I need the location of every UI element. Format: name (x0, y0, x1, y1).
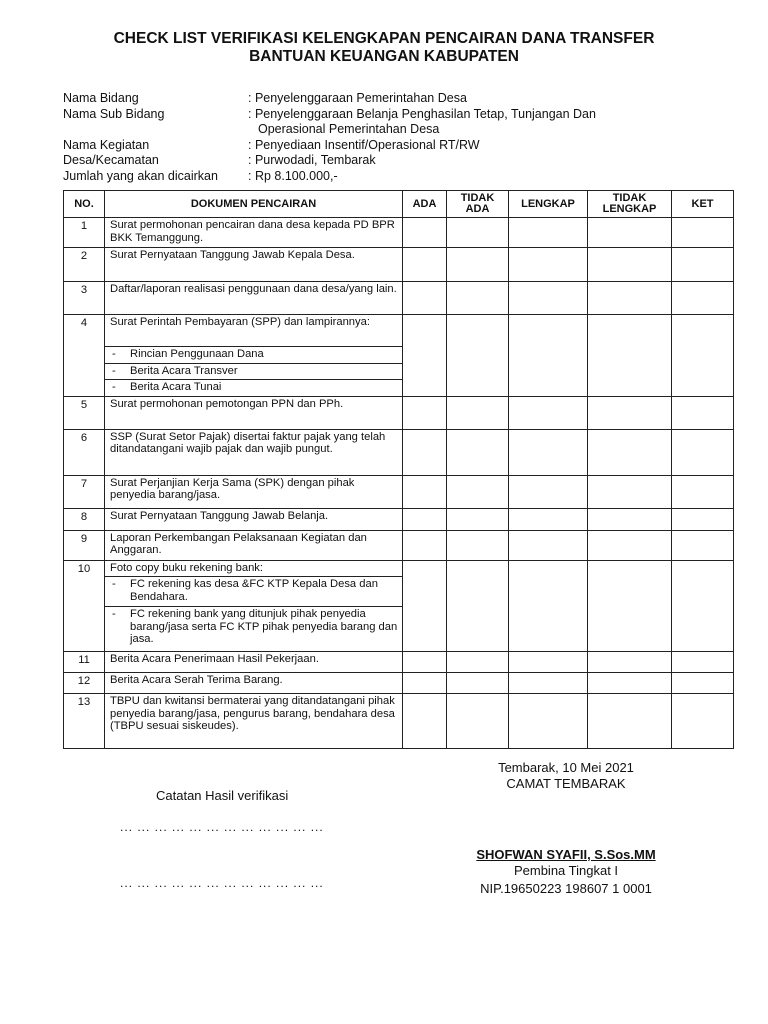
dash-bullet: - (112, 578, 116, 590)
cell-tidak-ada[interactable] (447, 315, 509, 397)
cell-ket[interactable] (672, 396, 734, 429)
row-document: SSP (Surat Setor Pajak) disertai faktur pajak yang telah ditandatangani wajib pajak dan wajib pungut. (105, 429, 403, 475)
row-subdocument (105, 347, 403, 364)
info-value: : Purwodadi, Tembarak (248, 153, 376, 167)
cell-lengkap[interactable] (509, 694, 588, 749)
cell-lengkap[interactable] (509, 560, 588, 652)
subitem-text: FC rekening bank yang ditunjuk pihak penyedia barang/jasa serta FC KTP pihak penyedia barang dan jasa. (130, 608, 398, 645)
info-value: : Penyelenggaraan Belanja Penghasilan Tetap, Tunjangan Dan (248, 106, 596, 121)
table-row (64, 248, 734, 282)
cell-tidak-ada[interactable] (447, 248, 509, 282)
row-number: 4 (64, 315, 105, 397)
cell-tidak-ada[interactable] (447, 560, 509, 652)
info-label: Jumlah yang akan dicairkan (63, 168, 218, 183)
cell-lengkap[interactable] (509, 248, 588, 282)
row-document: Surat Perintah Pembayaran (SPP) dan lampirannya: (105, 315, 403, 347)
cell-lengkap[interactable] (509, 218, 588, 248)
cell-tidak-lengkap[interactable] (588, 282, 672, 315)
cell-ket[interactable] (672, 315, 734, 397)
cell-ket[interactable] (672, 248, 734, 282)
cell-tidak-lengkap[interactable] (588, 475, 672, 508)
info-value: : Penyelenggaraan Pemerintahan Desa (248, 91, 467, 105)
cell-ada[interactable] (403, 315, 447, 397)
cell-tidak-ada[interactable] (447, 508, 509, 530)
cell-tidak-lengkap[interactable] (588, 248, 672, 282)
subitem-text: Berita Acara Transver (130, 364, 238, 377)
row-document: Laporan Perkembangan Pelaksanaan Kegiatan dan Anggaran. (105, 530, 403, 560)
row-document: TBPU dan kwitansi bermaterai yang ditandatangani pihak penyedia barang/jasa, pengurus barang, bendahara desa (TBPU sesuai siskeudes). (105, 694, 403, 749)
cell-ada[interactable] (403, 475, 447, 508)
table-row (64, 694, 734, 749)
info-label: Nama Bidang (63, 91, 139, 105)
verification-notes-label: Catatan Hasil verifikasi (156, 788, 289, 803)
subitem-text: FC rekening kas desa &FC KTP Kepala Desa dan Bendahara. (130, 578, 378, 603)
info-value: : Rp 8.100.000,- (248, 168, 338, 183)
cell-ket[interactable] (672, 530, 734, 560)
signer-name: SHOFWAN SYAFII, S.Sos.MM (476, 847, 656, 862)
document-title-line-2: BANTUAN KEUANGAN KABUPATEN (249, 48, 519, 65)
row-subdocument (105, 577, 403, 607)
cell-ket[interactable] (672, 673, 734, 694)
dash-bullet: - (112, 381, 116, 393)
row-number: 8 (64, 508, 105, 530)
info-row-desa (63, 153, 743, 169)
cell-ket[interactable] (672, 282, 734, 315)
cell-ada[interactable] (403, 248, 447, 282)
cell-tidak-ada[interactable] (447, 396, 509, 429)
info-label: Nama Sub Bidang (63, 106, 165, 121)
info-row-bidang (63, 91, 743, 107)
table-row (64, 652, 734, 673)
header-dokumen: DOKUMEN PENCAIRAN (105, 191, 403, 218)
info-value: : Penyediaan Insentif/Operasional RT/RW (248, 137, 480, 152)
cell-lengkap[interactable] (509, 530, 588, 560)
cell-ada[interactable] (403, 673, 447, 694)
info-block (63, 91, 743, 184)
cell-ket[interactable] (672, 652, 734, 673)
table-row (64, 673, 734, 694)
table-row (64, 315, 734, 347)
info-row-sub-bidang-cont (63, 122, 743, 138)
cell-tidak-ada[interactable] (447, 694, 509, 749)
row-subdocument (105, 607, 403, 652)
info-label (63, 122, 248, 138)
notes-dotted-line-2: ... ... ... ... ... ... ... ... ... ... ... ... (120, 876, 324, 890)
cell-tidak-ada[interactable] (447, 673, 509, 694)
row-number: 2 (64, 248, 105, 282)
dash-bullet: - (112, 364, 116, 377)
cell-ada[interactable] (403, 560, 447, 652)
info-label: Nama Kegiatan (63, 137, 150, 152)
cell-tidak-lengkap[interactable] (588, 694, 672, 749)
cell-tidak-lengkap[interactable] (588, 508, 672, 530)
row-document: Berita Acara Serah Terima Barang. (105, 673, 403, 694)
table-row (64, 218, 734, 248)
row-number: 11 (64, 652, 105, 673)
header-ada: ADA (403, 191, 447, 218)
table-header-row (64, 191, 734, 218)
signer-nip: NIP.19650223 198607 1 0001 (480, 881, 652, 896)
table-row (64, 282, 734, 315)
cell-tidak-lengkap[interactable] (588, 396, 672, 429)
cell-ada[interactable] (403, 508, 447, 530)
header-tidak-ada (447, 191, 509, 218)
info-label: Desa/Kecamatan (63, 153, 159, 167)
info-value: Operasional Pemerintahan Desa (258, 122, 440, 136)
info-row-sub-bidang (63, 107, 743, 123)
table-row (64, 530, 734, 560)
row-number: 3 (64, 282, 105, 315)
place-date: Tembarak, 10 Mei 2021 (498, 760, 634, 775)
header-tidak-lengkap-line2: LENGKAP (602, 203, 657, 215)
row-document: Surat Pernyataan Tanggung Jawab Kepala Desa. (105, 248, 403, 282)
row-document: Surat Pernyataan Tanggung Jawab Belanja. (105, 508, 403, 530)
cell-tidak-ada[interactable] (447, 282, 509, 315)
cell-tidak-lengkap[interactable] (588, 673, 672, 694)
row-document: Berita Acara Penerimaan Hasil Pekerjaan. (105, 652, 403, 673)
table-row (64, 396, 734, 429)
row-number: 10 (64, 560, 105, 652)
row-number: 5 (64, 396, 105, 429)
cell-lengkap[interactable] (509, 429, 588, 475)
cell-ada[interactable] (403, 218, 447, 248)
row-document: Foto copy buku rekening bank: (105, 560, 403, 577)
header-tidak-lengkap-line1: TIDAK (612, 192, 647, 204)
cell-lengkap[interactable] (509, 508, 588, 530)
info-row-jumlah (63, 169, 743, 185)
header-ket: KET (672, 191, 734, 218)
row-number: 12 (64, 673, 105, 694)
notes-dotted-line-1: ... ... ... ... ... ... ... ... ... ... ... ... (120, 820, 324, 834)
cell-ada[interactable] (403, 396, 447, 429)
dash-bullet: - (112, 348, 116, 360)
cell-ket[interactable] (672, 218, 734, 248)
table-row (64, 508, 734, 530)
subitem-text: Rincian Penggunaan Dana (130, 348, 264, 360)
cell-ada[interactable] (403, 429, 447, 475)
row-document: Surat Perjanjian Kerja Sama (SPK) dengan pihak penyedia barang/jasa. (105, 475, 403, 508)
header-tidak-lengkap (588, 191, 672, 218)
cell-ada[interactable] (403, 530, 447, 560)
cell-tidak-lengkap[interactable] (588, 315, 672, 397)
row-number: 6 (64, 429, 105, 475)
row-subdocument (105, 363, 403, 380)
row-document: Surat permohonan pencairan dana desa kepada PD BPR BKK Temanggung. (105, 218, 403, 248)
cell-ket[interactable] (672, 560, 734, 652)
document-title-line-1: CHECK LIST VERIFIKASI KELENGKAPAN PENCAIRAN DANA TRANSFER (113, 30, 655, 47)
cell-ada[interactable] (403, 652, 447, 673)
header-tidak-ada-line1: TIDAK (460, 192, 495, 204)
cell-ket[interactable] (672, 475, 734, 508)
cell-lengkap[interactable] (509, 673, 588, 694)
cell-ket[interactable] (672, 429, 734, 475)
header-tidak-ada-line2: ADA (465, 203, 490, 215)
cell-tidak-lengkap[interactable] (588, 560, 672, 652)
row-number: 1 (64, 218, 105, 248)
cell-ada[interactable] (403, 694, 447, 749)
cell-tidak-lengkap[interactable] (588, 530, 672, 560)
cell-tidak-lengkap[interactable] (588, 218, 672, 248)
dash-bullet: - (112, 608, 116, 620)
cell-lengkap[interactable] (509, 475, 588, 508)
row-document: Surat permohonan pemotongan PPN dan PPh. (105, 396, 403, 429)
office-title: CAMAT TEMBARAK (506, 776, 626, 791)
row-document: Daftar/laporan realisasi penggunaan dana desa/yang lain. (105, 282, 403, 315)
table-row (64, 429, 734, 475)
row-number: 9 (64, 530, 105, 560)
table-row (64, 475, 734, 508)
cell-tidak-lengkap[interactable] (588, 429, 672, 475)
subitem-text: Berita Acara Tunai (130, 381, 222, 393)
row-subdocument (105, 380, 403, 397)
table-row (64, 560, 734, 577)
checklist-table (63, 190, 734, 749)
cell-lengkap[interactable] (509, 652, 588, 673)
cell-lengkap[interactable] (509, 282, 588, 315)
cell-tidak-ada[interactable] (447, 475, 509, 508)
cell-tidak-ada[interactable] (447, 218, 509, 248)
signer-rank: Pembina Tingkat I (513, 863, 619, 878)
info-row-kegiatan (63, 138, 743, 154)
cell-lengkap[interactable] (509, 315, 588, 397)
header-no: NO. (64, 191, 105, 218)
cell-tidak-ada[interactable] (447, 530, 509, 560)
cell-ada[interactable] (403, 282, 447, 315)
cell-tidak-lengkap[interactable] (588, 652, 672, 673)
row-number: 13 (64, 694, 105, 749)
cell-tidak-ada[interactable] (447, 652, 509, 673)
row-number: 7 (64, 475, 105, 508)
cell-tidak-ada[interactable] (447, 429, 509, 475)
cell-lengkap[interactable] (509, 396, 588, 429)
cell-ket[interactable] (672, 508, 734, 530)
header-lengkap: LENGKAP (509, 191, 588, 218)
cell-ket[interactable] (672, 694, 734, 749)
